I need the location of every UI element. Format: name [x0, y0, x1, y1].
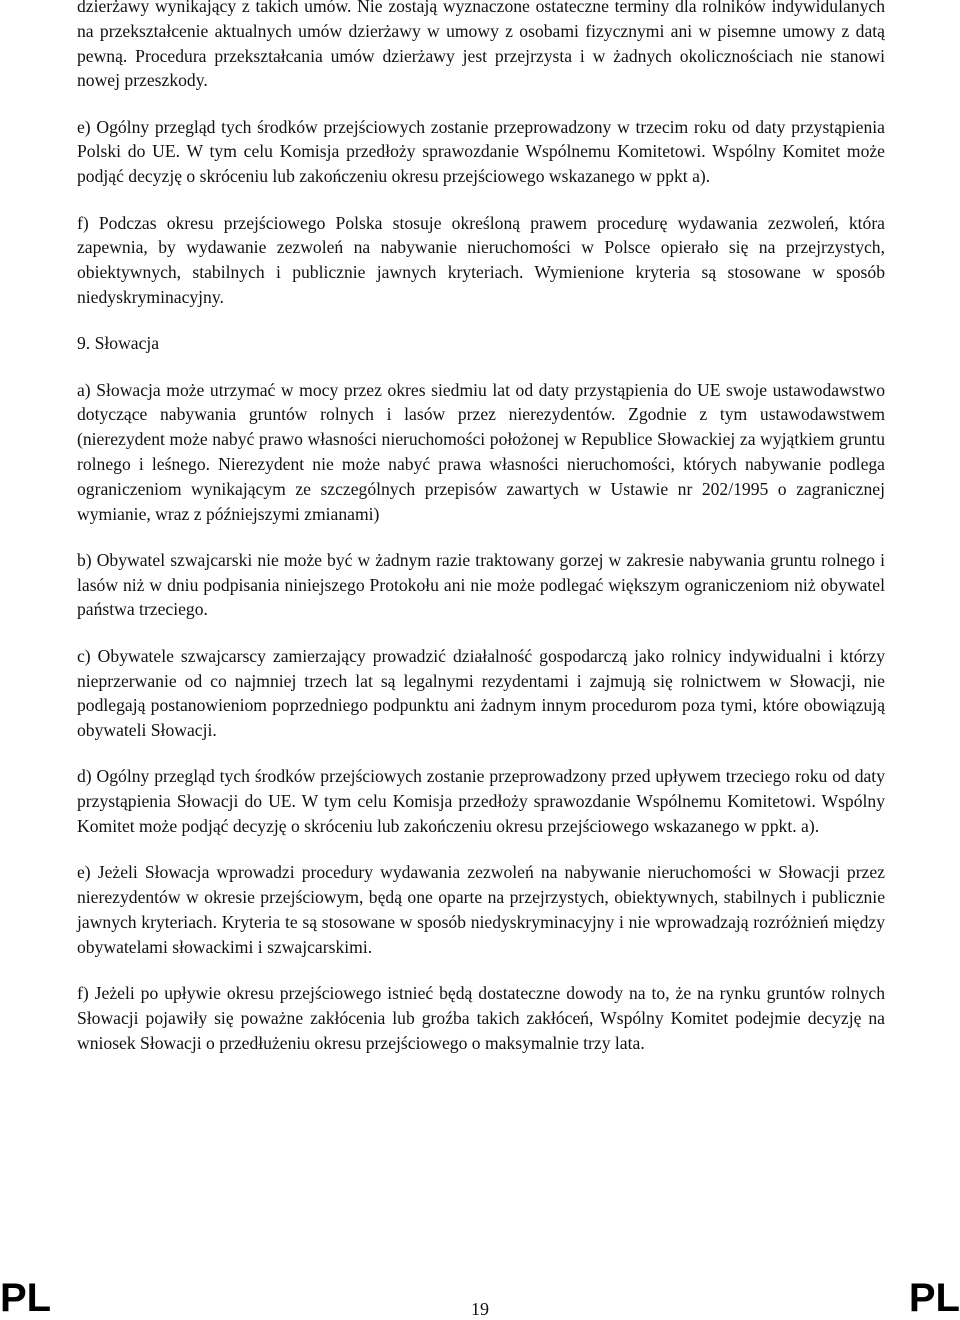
paragraph-continuation: dzierżawy wynikający z takich umów. Nie zostają wyznaczone ostateczne terminy dla rolników indywidulanych na przekształcenie aktualnych umów dzierżawy w umowy z osobami fizycznymi ani w pisemne umowy z datą pewną. Procedura przekształcania umów dzierżawy jest przejrzysta i w żadnych okolicznościach nie stanowi nowej przeszkody.: [77, 0, 885, 91]
paragraph-f-procedure: f) Podczas okresu przejściowego Polska stosuje określoną prawem procedurę wydawania zezwoleń, która zapewnia, by wydawanie zezwoleń na nabywanie nieruchomości w Polsce opierało się na przejrzystych, obiektywnych, stabilnych i publicznie jawnych kryteriach. Wymienione kryteria są stosowane w sposób niedyskryminacyjny.: [77, 212, 885, 307]
page-number: 19: [471, 1299, 489, 1319]
paragraph-f-slovakia: f) Jeżeli po upływie okresu przejściowego istnieć będą dostateczne dowody na to, że na rynku gruntów rolnych Słowacji pojawiły się poważne zakłócenia lub groźba takich zakłóceń, Wspólny Komitet podejmie decyzję na wniosek Słowacji o przedłużeniu okresu przejściowego o maksymalnie trzy lata.: [77, 983, 885, 1053]
paragraph-e-slovakia: e) Jeżeli Słowacja wprowadzi procedury wydawania zezwoleń na nabywanie nieruchomości w Słowacji przez nierezydentów w okresie przejściowym, będą one oparte na przejrzystych, obiektywnych, stabilnych i publicznie jawnych kryteriach. Kryteria te są stosowane w sposób niedyskryminacyjny i nie wprowadzają rozróżnień między obywatelami słowackimi i szwajcarskimi.: [77, 862, 885, 957]
paragraph-b-slovakia: b) Obywatel szwajcarski nie może być w żadnym razie traktowany gorzej w zakresie nabywania gruntu rolnego i lasów niż w dniu podpisania niniejszego Protokołu ani nie może podlegać większym ograniczeniom niż obywatel państwa trzeciego.: [77, 549, 885, 620]
paragraph-e-review: e) Ogólny przegląd tych środków przejściowych zostanie przeprowadzony w trzecim roku od daty przystąpienia Polski do UE. W tym celu Komisja przedłoży sprawozdanie Wspólnemu Komitetowi. Wspólny Komitet może podjąć decyzję o skróceniu lub zakończeniu okresu przejściowego wskazanego w ppkt a).: [77, 116, 885, 187]
section-heading-slovakia: 9. Słowacja: [77, 333, 160, 354]
document-body: [77, 0, 885, 1077]
paragraph-d-slovakia: d) Ogólny przegląd tych środków przejściowych zostanie przeprowadzony przed upływem trzeciego roku od daty przystąpienia Słowacji do UE. W tym celu Komisja przedłoży sprawozdanie Wspólnemu Komitetowi. Wspólny Komitet może podjąć decyzję o skróceniu lub zakończeniu okresu przejściowego wskazanego w ppkt. a).: [77, 766, 885, 837]
footer-language-left: PL: [0, 1276, 52, 1320]
paragraph-c-slovakia: c) Obywatele szwajcarscy zamierzający prowadzić działalność gospodarczą jako rolnicy indywidualni i którzy nieprzerwanie od co najmniej trzech lat są legalnymi rezydentami i zajmują się rolnictwem w Słowacji, nie podlegają postanowieniom poprzedniego podpunktu ani żadnym innym procedurom poza tymi, które obowiązują obywateli Słowacji.: [77, 645, 885, 741]
footer-language-right: PL: [908, 1276, 960, 1320]
paragraph-a-slovakia: a) Słowacja może utrzymać w mocy przez okres siedmiu lat od daty przystąpienia do UE swoje ustawodawstwo dotyczące nabywania gruntów rolnych i lasów przez nierezydentów. Zgodnie z tym ustawodawstwem (nierezydent może nabyć prawo własności nieruchomości położonej w Republice Słowackiej za wyjątkiem gruntu rolnego i leśnego. Nierezydent nie może nabyć prawa własności nieruchomości, których nabywanie podlega ograniczeniom wynikającym ze szczególnych przepisów zawartych w Ustawie nr 202/1995 o zagranicznej wymianie, wraz z późniejszymi zmianami): [77, 379, 885, 524]
